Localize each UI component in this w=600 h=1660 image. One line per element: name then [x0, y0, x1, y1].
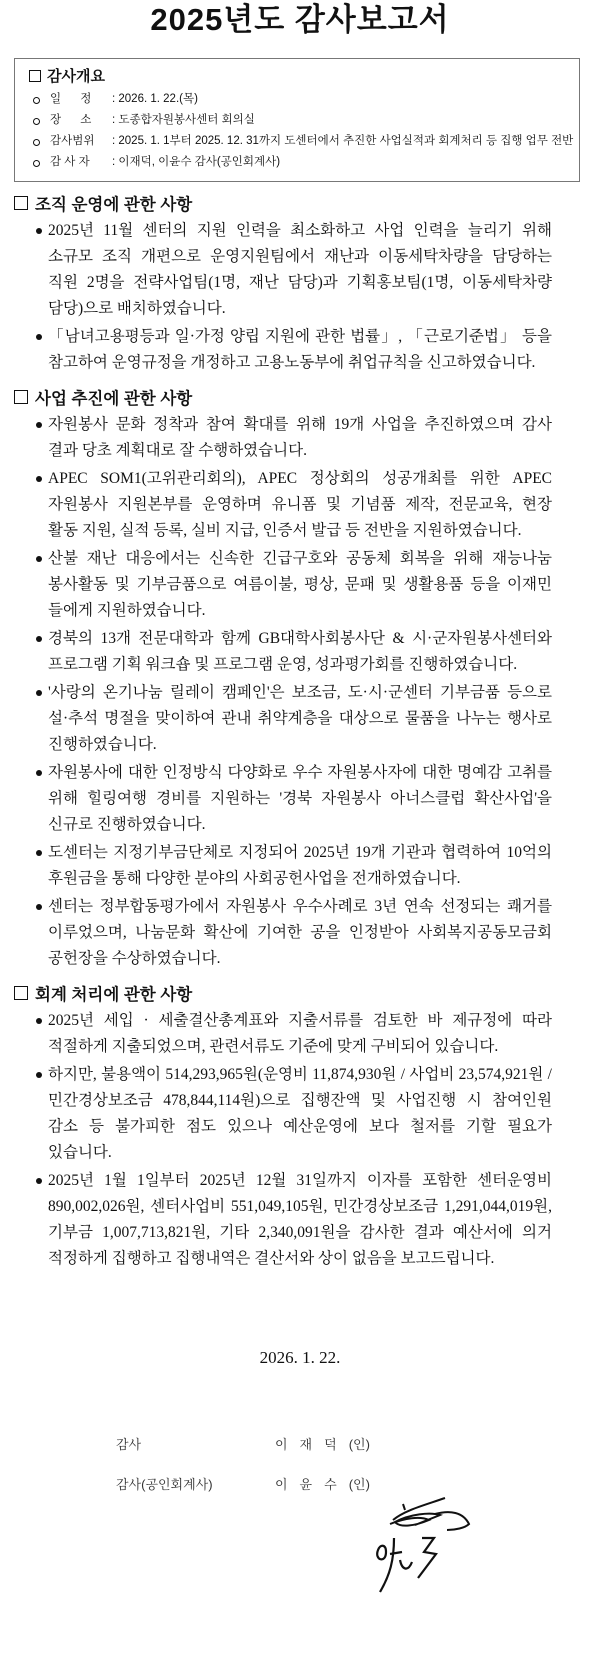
- bullet-item: [14, 760, 552, 838]
- bullet-dot-icon: [36, 476, 42, 482]
- text-line: 후원금을 통해 다양한 분야의 사회공헌사업을 전개하였습니다.: [48, 870, 461, 887]
- text-line: 2025년 1월 1일부터 2025년 12월 31일까지 이자를 포함한 센터운영비: [48, 1172, 552, 1189]
- checkbox-square-icon: [14, 390, 28, 404]
- overview-item-scope: [33, 131, 573, 152]
- seal-mark: (인): [348, 1477, 370, 1492]
- bullet-dot-icon: [36, 556, 42, 562]
- section-heading: [14, 980, 574, 1006]
- section-heading: [14, 190, 574, 216]
- circle-bullet-icon: [33, 160, 40, 167]
- text-line: 자원봉사 문화 정착과 참여 확대를 위해 19개 사업을 추진하였으며 감사: [48, 416, 552, 433]
- bullet-dot-icon: [36, 422, 42, 428]
- text-line: 봉사활동 및 기부금품으로 여름이불, 평상, 문패 및 생활용품 등을 이재민: [48, 576, 552, 593]
- section-heading: [14, 384, 574, 410]
- section-heading-text: 조직 운영에 관한 사항: [35, 196, 193, 214]
- text-line: 활동 지원, 실적 등록, 실비 지급, 인증서 발급 등 전반을 지원하였습니다.: [48, 522, 522, 539]
- bullet-item: [14, 1008, 552, 1060]
- section-accounting: [14, 980, 574, 1272]
- bullet-dot-icon: [36, 228, 42, 234]
- text-line: 담당)으로 배치하였습니다.: [48, 300, 226, 317]
- bullet-item: [14, 894, 552, 972]
- text-line: 2025년 11월 센터의 지원 인력을 최소화하고 사업 인력을 늘리기 위해: [48, 222, 552, 239]
- text-line: 참고하여 운영규정을 개정하고 고용노동부에 취업규칙을 신고하였습니다.: [48, 354, 536, 371]
- text-line: 있습니다.: [48, 1144, 112, 1161]
- bullet-item: [14, 324, 552, 376]
- text-line: 공헌장을 수상하였습니다.: [48, 950, 221, 967]
- bullet-item: [14, 1062, 552, 1166]
- bullet-dot-icon: [36, 1178, 42, 1184]
- overview-label: 일 정: [50, 93, 92, 105]
- text-line: 도센터는 지정기부금단체로 지정되어 2025년 19개 기관과 협력하여 10억의: [48, 844, 552, 861]
- bullet-item: [14, 840, 552, 892]
- bullet-dot-icon: [36, 1018, 42, 1024]
- bullet-item: [14, 626, 552, 678]
- text-line: 신규로 진행하였습니다.: [48, 816, 206, 833]
- checkbox-square-icon: [14, 196, 28, 210]
- text-line: 센터는 정부합동평가에서 자원봉사 우수사례로 3년 연속 선정되는 쾌거를: [48, 898, 552, 915]
- section-heading-text: 회계 처리에 관한 사항: [35, 986, 193, 1004]
- text-line: 들에게 지원하였습니다.: [48, 602, 206, 619]
- signature-role-1: 감사: [116, 1437, 142, 1452]
- overview-value: : 도종합자원봉사센터 회의실: [112, 114, 255, 126]
- report-body: [14, 190, 574, 1280]
- overview-value: : 이재덕, 이윤수 감사(공인회계사): [112, 156, 281, 168]
- circle-bullet-icon: [33, 118, 40, 125]
- text-line: 2025년 세입 · 세출결산총계표와 지출서류를 검토한 바 제규정에 따라: [48, 1012, 552, 1029]
- text-line: 자원봉사에 대한 인정방식 다양화로 우수 자원봉사자에 대한 명예감 고취를: [48, 764, 552, 781]
- bullet-item: [14, 466, 552, 544]
- bullet-dot-icon: [36, 636, 42, 642]
- text-line: 위해 힐링여행 경비를 지원하는 '경북 자원봉사 아너스클럽 확산사업'을: [48, 790, 552, 807]
- overview-label: 감 사 자: [50, 156, 90, 168]
- section-organization: [14, 190, 574, 376]
- bullet-dot-icon: [36, 1072, 42, 1078]
- bullet-dot-icon: [36, 690, 42, 696]
- text-line: 이루었으며, 나눔문화 확산에 기여한 공을 인정받아 사회복지공동모금회: [48, 924, 552, 941]
- text-line: 적정하게 집행하고 집행내역은 결산서와 상이 없음을 보고드립니다.: [48, 1250, 495, 1267]
- overview-heading: [29, 65, 105, 86]
- document-title: 2025년도 감사보고서: [150, 2, 450, 37]
- bullet-item: [14, 412, 552, 464]
- text-line: 890,002,026원, 센터사업비 551,049,105원, 민간경상보조금 1,291,044,019원,: [48, 1198, 552, 1215]
- circle-bullet-icon: [33, 139, 40, 146]
- text-line: 프로그램 기획 워크숍 및 프로그램 운영, 성과평가회를 진행하였습니다.: [48, 656, 518, 673]
- handwritten-signature-2: [372, 1530, 452, 1600]
- overview-item-auditors: [33, 152, 573, 173]
- text-line: 기부금 1,007,713,821원, 기타 2,340,091원을 감사한 결과 예산서에 의거: [48, 1224, 552, 1241]
- text-line: 민간경상보조금 478,844,114원)으로 집행잔액 및 사업진행 시 참여인원: [48, 1092, 552, 1109]
- overview-list: [33, 89, 573, 173]
- text-line: 자원봉사 지원본부를 운영하며 유니폼 및 기념품 제작, 전문교육, 현장: [48, 496, 552, 513]
- text-line: 진행하였습니다.: [48, 736, 157, 753]
- overview-item-date: [33, 89, 573, 110]
- auditor-name: 이윤수: [275, 1477, 349, 1492]
- signature-role-2: 감사(공인회계사): [116, 1477, 213, 1492]
- bullet-dot-icon: [36, 334, 42, 340]
- auditor-name: 이재덕: [275, 1437, 349, 1452]
- text-line: 소규모 조직 개편으로 운영지원팀에서 재난과 이동세탁차량을 담당하는: [48, 248, 552, 265]
- bullet-item: [14, 218, 552, 322]
- audit-overview-box: [14, 58, 580, 182]
- overview-label: 감사범위: [50, 135, 95, 147]
- overview-label: 장 소: [50, 114, 92, 126]
- text-line: 설·추석 명절을 맞이하여 관내 취약계층을 대상으로 물품을 나누는 행사로: [48, 710, 552, 727]
- signature-name-1: [275, 1434, 370, 1453]
- report-date: 2026. 1. 22.: [259, 1348, 341, 1367]
- overview-heading-text: 감사개요: [47, 68, 105, 85]
- checkbox-square-icon: [14, 986, 28, 1000]
- bullet-dot-icon: [36, 904, 42, 910]
- bullet-item: [14, 1168, 552, 1272]
- section-heading-text: 사업 추진에 관한 사항: [35, 390, 193, 408]
- checkbox-square-icon: [29, 70, 41, 82]
- bullet-item: [14, 546, 552, 624]
- text-line: 직원 2명을 전략사업팀(1명, 재난 담당)과 기획홍보팀(1명, 이동세탁차량: [48, 274, 552, 291]
- section-projects: [14, 384, 574, 972]
- bullet-dot-icon: [36, 850, 42, 856]
- text-line: 「남녀고용평등과 일·가정 양립 지원에 관한 법률」, 「근로기준법」 등을: [48, 328, 552, 345]
- bullet-dot-icon: [36, 770, 42, 776]
- overview-value: : 2025. 1. 1부터 2025. 12. 31까지 도센터에서 추진한 사업실적과 회계처리 등 집행 업무 전반: [112, 135, 574, 147]
- text-line: 하지만, 불용액이 514,293,965원(운영비 11,874,930원 / 사업비 23,574,921원 /: [48, 1066, 552, 1083]
- bullet-item: [14, 680, 552, 758]
- text-line: APEC SOM1(고위관리회의), APEC 정상회의 성공개최를 위한 APEC: [48, 470, 552, 487]
- text-line: 경북의 13개 전문대학과 함께 GB대학사회봉사단 & 시·군자원봉사센터와: [48, 630, 552, 647]
- overview-item-place: [33, 110, 573, 131]
- text-line: 산불 재난 대응에서는 신속한 긴급구호와 공동체 회복을 위해 재능나눔: [48, 550, 552, 567]
- circle-bullet-icon: [33, 97, 40, 104]
- text-line: 적절하게 지출되었으며, 관련서류도 기준에 맞게 구비되어 있습니다.: [48, 1038, 499, 1055]
- text-line: 감소 등 불가피한 점도 있으나 예산운영에 보다 철저를 기할 필요가: [48, 1118, 552, 1135]
- signature-name-2: [275, 1474, 370, 1493]
- seal-mark: (인): [348, 1437, 370, 1452]
- text-line: 결과 당초 계획대로 잘 수행하였습니다.: [48, 442, 307, 459]
- text-line: '사랑의 온기나눔 릴레이 캠페인'은 보조금, 도·시·군센터 기부금품 등으로: [48, 684, 552, 701]
- overview-value: : 2026. 1. 22.(목): [112, 93, 198, 105]
